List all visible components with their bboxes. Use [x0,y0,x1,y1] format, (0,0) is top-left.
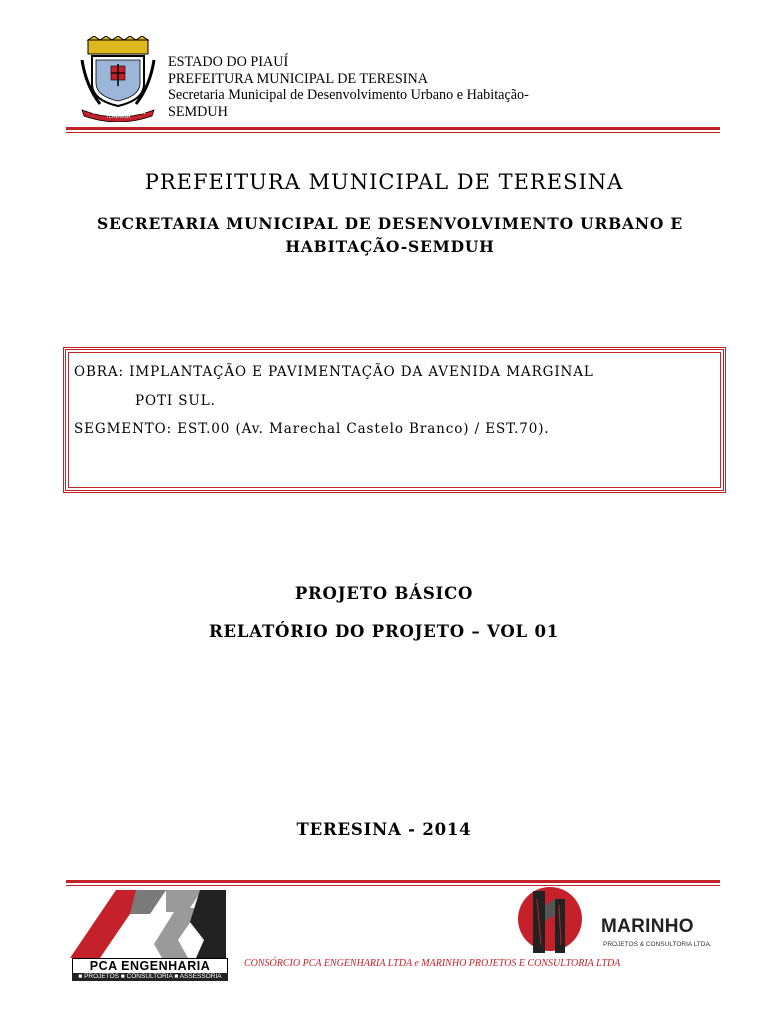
marinho-name: MARINHO [601,916,694,937]
coat-year-right: 1852 [136,110,147,115]
page-subtitle [60,212,720,258]
pca-name: PCA ENGENHARIA [72,958,228,974]
header-text [168,54,529,120]
coat-label: TERESINA [105,114,131,120]
obra-text [74,358,594,444]
subtitle-line-2: HABITAÇÃO-SEMDUH [285,237,495,256]
page-title: PREFEITURA MUNICIPAL DE TERESINA [144,170,624,194]
footer-divider [66,880,720,886]
city-year: TERESINA - 2014 [296,820,472,839]
obra-line-continuation: POTI SUL. [135,392,216,409]
header-line-semduh: SEMDUH [168,103,228,120]
obra-line: OBRA: IMPLANTAÇÃO E PAVIMENTAÇÃO DA AVENIDA MARGINAL [74,364,594,380]
header-line-prefeitura: PREFEITURA MUNICIPAL DE TERESINA [168,70,428,87]
segmento-line: SEGMENTO: EST.00 (Av. Marechal Castelo Branco) / EST.70). [74,421,550,437]
marinho-logo-icon [503,885,598,955]
header-line-state: ESTADO DO PIAUÍ [168,54,289,70]
projeto-title: PROJETO BÁSICO [294,584,474,603]
marinho-subtitle: PROJETOS & CONSULTORIA LTDA. [603,941,712,948]
header-divider [66,127,720,133]
coat-year-left: 16 08 [92,110,104,115]
relatorio-title: RELATÓRIO DO PROJETO – VOL 01 [208,622,560,641]
pca-tagline: ■ PROJETOS ■ CONSULTORIA ■ ASSESSORIA [72,973,228,981]
header-line-secretaria: Secretaria Municipal de Desenvolvimento Urbano e Habitação- [168,87,529,103]
subtitle-line-1: SECRETARIA MUNICIPAL DE DESENVOLVIMENTO URBANO E [97,214,683,233]
consorcio-text: CONSÓRCIO PCA ENGENHARIA LTDA e MARINHO PROJETOS E CONSULTORIA LTDA [244,958,621,969]
coat-of-arms-icon [78,36,158,122]
